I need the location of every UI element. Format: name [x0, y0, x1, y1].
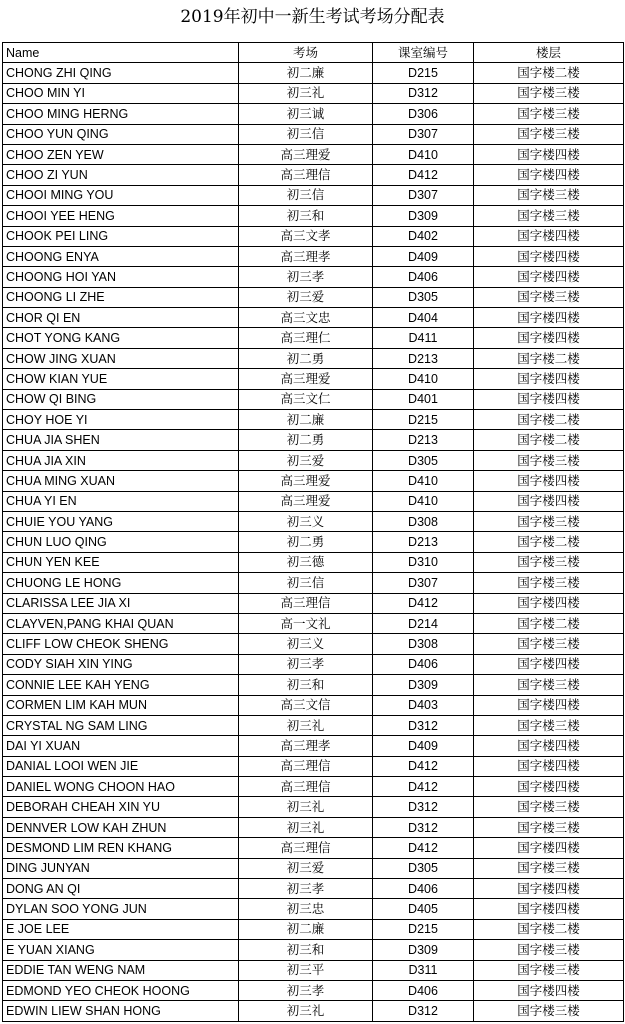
- table-row: [3, 410, 624, 430]
- table-row: [3, 960, 624, 980]
- student-name-cell: CHOONG LI ZHE: [3, 287, 239, 307]
- table-row: [3, 736, 624, 756]
- exam-hall-cell: 初二勇: [239, 430, 373, 450]
- exam-hall-cell: 高三理孝: [239, 736, 373, 756]
- student-name-cell: CHOR QI EN: [3, 308, 239, 328]
- floor-cell: 国字楼四楼: [474, 695, 624, 715]
- table-row: [3, 797, 624, 817]
- floor-cell: 国字楼三楼: [474, 206, 624, 226]
- table-row: [3, 817, 624, 837]
- exam-hall-cell: 初三和: [239, 206, 373, 226]
- exam-hall-cell: 初三忠: [239, 899, 373, 919]
- room-number-cell: D402: [373, 226, 474, 246]
- floor-cell: 国字楼四楼: [474, 165, 624, 185]
- exam-hall-cell: 初三爱: [239, 450, 373, 470]
- floor-cell: 国字楼三楼: [474, 83, 624, 103]
- floor-cell: 国字楼四楼: [474, 899, 624, 919]
- exam-hall-cell: 初三孝: [239, 980, 373, 1000]
- table-row: [3, 695, 624, 715]
- exam-hall-cell: 初三礼: [239, 817, 373, 837]
- exam-hall-cell: 初三礼: [239, 715, 373, 735]
- exam-hall-cell: 高三理信: [239, 165, 373, 185]
- room-number-cell: D410: [373, 471, 474, 491]
- floor-cell: 国字楼四楼: [474, 838, 624, 858]
- room-number-cell: D307: [373, 185, 474, 205]
- student-name-cell: CHOT YONG KANG: [3, 328, 239, 348]
- exam-hall-cell: 高一文礼: [239, 613, 373, 633]
- student-name-cell: E JOE LEE: [3, 919, 239, 939]
- floor-cell: 国字楼四楼: [474, 736, 624, 756]
- table-row: [3, 1001, 624, 1021]
- exam-hall-cell: 高三理爱: [239, 491, 373, 511]
- table-row: [3, 899, 624, 919]
- table-row: [3, 369, 624, 389]
- room-number-cell: D412: [373, 777, 474, 797]
- floor-cell: 国字楼二楼: [474, 532, 624, 552]
- room-number-cell: D309: [373, 940, 474, 960]
- room-number-cell: D305: [373, 287, 474, 307]
- exam-hall-cell: 初三孝: [239, 879, 373, 899]
- table-row: [3, 165, 624, 185]
- student-name-cell: EDMOND YEO CHEOK HOONG: [3, 980, 239, 1000]
- room-number-cell: D307: [373, 573, 474, 593]
- floor-cell: 国字楼三楼: [474, 104, 624, 124]
- table-row: [3, 471, 624, 491]
- student-name-cell: CHOO ZI YUN: [3, 165, 239, 185]
- table-row: [3, 940, 624, 960]
- room-number-cell: D311: [373, 960, 474, 980]
- student-name-cell: DING JUNYAN: [3, 858, 239, 878]
- room-number-cell: D213: [373, 430, 474, 450]
- room-number-cell: D213: [373, 348, 474, 368]
- table-body: [3, 63, 624, 1021]
- floor-cell: 国字楼四楼: [474, 328, 624, 348]
- student-name-cell: CHOOI YEE HENG: [3, 206, 239, 226]
- table-row: [3, 144, 624, 164]
- table-row: [3, 63, 624, 83]
- table-row: [3, 634, 624, 654]
- floor-cell: 国字楼三楼: [474, 287, 624, 307]
- table-row: [3, 226, 624, 246]
- table-row: [3, 675, 624, 695]
- room-number-cell: D312: [373, 1001, 474, 1021]
- room-number-cell: D213: [373, 532, 474, 552]
- student-name-cell: CHOW JING XUAN: [3, 348, 239, 368]
- table-row: [3, 308, 624, 328]
- table-row: [3, 389, 624, 409]
- student-name-cell: CHUA MING XUAN: [3, 471, 239, 491]
- exam-hall-cell: 初三礼: [239, 83, 373, 103]
- exam-hall-cell: 初三诚: [239, 104, 373, 124]
- room-number-cell: D309: [373, 206, 474, 226]
- student-name-cell: CHUIE YOU YANG: [3, 511, 239, 531]
- student-name-cell: EDDIE TAN WENG NAM: [3, 960, 239, 980]
- floor-cell: 国字楼三楼: [474, 124, 624, 144]
- exam-hall-cell: 高三文忠: [239, 308, 373, 328]
- table-row: [3, 104, 624, 124]
- floor-cell: 国字楼四楼: [474, 246, 624, 266]
- room-number-cell: D215: [373, 63, 474, 83]
- exam-hall-cell: 初三爱: [239, 287, 373, 307]
- floor-cell: 国字楼二楼: [474, 410, 624, 430]
- exam-hall-cell: 初三孝: [239, 267, 373, 287]
- table-row: [3, 715, 624, 735]
- room-number-cell: D215: [373, 410, 474, 430]
- floor-cell: 国字楼四楼: [474, 593, 624, 613]
- floor-cell: 国字楼二楼: [474, 613, 624, 633]
- page-title: 2019年初中一新生考试考场分配表: [180, 7, 445, 27]
- floor-cell: 国字楼四楼: [474, 144, 624, 164]
- table-row: [3, 552, 624, 572]
- room-number-cell: D410: [373, 491, 474, 511]
- floor-cell: 国字楼四楼: [474, 980, 624, 1000]
- table-header-row: [3, 43, 624, 63]
- exam-hall-cell: 初三信: [239, 573, 373, 593]
- floor-cell: 国字楼三楼: [474, 511, 624, 531]
- floor-cell: 国字楼二楼: [474, 63, 624, 83]
- table-row: [3, 613, 624, 633]
- table-row: [3, 838, 624, 858]
- room-number-cell: D412: [373, 756, 474, 776]
- exam-hall-cell: 高三理信: [239, 777, 373, 797]
- floor-cell: 国字楼四楼: [474, 471, 624, 491]
- floor-cell: 国字楼四楼: [474, 226, 624, 246]
- student-name-cell: DAI YI XUAN: [3, 736, 239, 756]
- exam-hall-cell: 初三信: [239, 185, 373, 205]
- student-name-cell: DENNVER LOW KAH ZHUN: [3, 817, 239, 837]
- student-name-cell: DESMOND LIM REN KHANG: [3, 838, 239, 858]
- table-row: [3, 573, 624, 593]
- room-number-cell: D412: [373, 593, 474, 613]
- exam-hall-cell: 初三孝: [239, 654, 373, 674]
- floor-cell: 国字楼三楼: [474, 960, 624, 980]
- exam-hall-cell: 初三平: [239, 960, 373, 980]
- table-row: [3, 287, 624, 307]
- table-row: [3, 246, 624, 266]
- table-row: [3, 206, 624, 226]
- exam-allocation-table: [2, 42, 624, 1022]
- room-number-cell: D406: [373, 879, 474, 899]
- table-row: [3, 450, 624, 470]
- room-number-cell: D406: [373, 980, 474, 1000]
- room-number-cell: D409: [373, 246, 474, 266]
- exam-hall-cell: 高三理爱: [239, 144, 373, 164]
- student-name-cell: CORMEN LIM KAH MUN: [3, 695, 239, 715]
- exam-hall-cell: 初三礼: [239, 797, 373, 817]
- floor-cell: 国字楼三楼: [474, 675, 624, 695]
- student-name-cell: CHUA YI EN: [3, 491, 239, 511]
- exam-hall-cell: 初二廉: [239, 410, 373, 430]
- header-exam-hall: 考场: [239, 43, 373, 63]
- student-name-cell: DONG AN QI: [3, 879, 239, 899]
- room-number-cell: D312: [373, 83, 474, 103]
- room-number-cell: D306: [373, 104, 474, 124]
- exam-hall-cell: 初三和: [239, 675, 373, 695]
- floor-cell: 国字楼三楼: [474, 552, 624, 572]
- floor-cell: 国字楼四楼: [474, 491, 624, 511]
- table-row: [3, 654, 624, 674]
- student-name-cell: DYLAN SOO YONG JUN: [3, 899, 239, 919]
- table-row: [3, 124, 624, 144]
- floor-cell: 国字楼三楼: [474, 940, 624, 960]
- table-row: [3, 267, 624, 287]
- exam-hall-cell: 初三德: [239, 552, 373, 572]
- floor-cell: 国字楼四楼: [474, 389, 624, 409]
- floor-cell: 国字楼三楼: [474, 1001, 624, 1021]
- student-name-cell: E YUAN XIANG: [3, 940, 239, 960]
- student-name-cell: CHOW KIAN YUE: [3, 369, 239, 389]
- exam-hall-cell: 高三理信: [239, 838, 373, 858]
- floor-cell: 国字楼三楼: [474, 715, 624, 735]
- exam-hall-cell: 初三信: [239, 124, 373, 144]
- header-floor: 楼层: [474, 43, 624, 63]
- exam-hall-cell: 初三义: [239, 511, 373, 531]
- student-name-cell: CODY SIAH XIN YING: [3, 654, 239, 674]
- room-number-cell: D214: [373, 613, 474, 633]
- room-number-cell: D308: [373, 511, 474, 531]
- floor-cell: 国字楼二楼: [474, 348, 624, 368]
- room-number-cell: D310: [373, 552, 474, 572]
- student-name-cell: CHOO MING HERNG: [3, 104, 239, 124]
- room-number-cell: D305: [373, 858, 474, 878]
- exam-hall-cell: 高三文信: [239, 695, 373, 715]
- student-name-cell: CHUA JIA SHEN: [3, 430, 239, 450]
- room-number-cell: D312: [373, 715, 474, 735]
- table-row: [3, 980, 624, 1000]
- exam-hall-cell: 高三文仁: [239, 389, 373, 409]
- exam-hall-cell: 高三理信: [239, 756, 373, 776]
- room-number-cell: D309: [373, 675, 474, 695]
- room-number-cell: D215: [373, 919, 474, 939]
- exam-hall-cell: 高三理信: [239, 593, 373, 613]
- student-name-cell: DANIAL LOOI WEN JIE: [3, 756, 239, 776]
- exam-hall-cell: 初二勇: [239, 348, 373, 368]
- floor-cell: 国字楼三楼: [474, 858, 624, 878]
- student-name-cell: CHUN LUO QING: [3, 532, 239, 552]
- table-row: [3, 919, 624, 939]
- exam-hall-cell: 初二廉: [239, 63, 373, 83]
- table-row: [3, 858, 624, 878]
- room-number-cell: D403: [373, 695, 474, 715]
- room-number-cell: D308: [373, 634, 474, 654]
- floor-cell: 国字楼三楼: [474, 797, 624, 817]
- student-name-cell: CHUONG LE HONG: [3, 573, 239, 593]
- room-number-cell: D410: [373, 144, 474, 164]
- table-row: [3, 348, 624, 368]
- table-row: [3, 491, 624, 511]
- room-number-cell: D307: [373, 124, 474, 144]
- header-room-number: 课室编号: [373, 43, 474, 63]
- room-number-cell: D410: [373, 369, 474, 389]
- student-name-cell: CHUN YEN KEE: [3, 552, 239, 572]
- table-row: [3, 83, 624, 103]
- student-name-cell: CONNIE LEE KAH YENG: [3, 675, 239, 695]
- student-name-cell: CHOO MIN YI: [3, 83, 239, 103]
- student-name-cell: CHOY HOE YI: [3, 410, 239, 430]
- room-number-cell: D406: [373, 267, 474, 287]
- floor-cell: 国字楼四楼: [474, 777, 624, 797]
- student-name-cell: CHOOK PEI LING: [3, 226, 239, 246]
- floor-cell: 国字楼三楼: [474, 185, 624, 205]
- student-name-cell: CLIFF LOW CHEOK SHENG: [3, 634, 239, 654]
- exam-hall-cell: 初三和: [239, 940, 373, 960]
- student-name-cell: CLARISSA LEE JIA XI: [3, 593, 239, 613]
- exam-hall-cell: 高三理仁: [239, 328, 373, 348]
- student-name-cell: CHOW QI BING: [3, 389, 239, 409]
- room-number-cell: D405: [373, 899, 474, 919]
- student-name-cell: CHOONG ENYA: [3, 246, 239, 266]
- student-name-cell: CRYSTAL NG SAM LING: [3, 715, 239, 735]
- room-number-cell: D404: [373, 308, 474, 328]
- floor-cell: 国字楼三楼: [474, 573, 624, 593]
- table-row: [3, 756, 624, 776]
- room-number-cell: D305: [373, 450, 474, 470]
- table-row: [3, 328, 624, 348]
- floor-cell: 国字楼四楼: [474, 654, 624, 674]
- room-number-cell: D312: [373, 797, 474, 817]
- floor-cell: 国字楼二楼: [474, 430, 624, 450]
- student-name-cell: DEBORAH CHEAH XIN YU: [3, 797, 239, 817]
- table-row: [3, 777, 624, 797]
- student-name-cell: CHONG ZHI QING: [3, 63, 239, 83]
- room-number-cell: D409: [373, 736, 474, 756]
- floor-cell: 国字楼三楼: [474, 450, 624, 470]
- exam-hall-cell: 高三理孝: [239, 246, 373, 266]
- table-row: [3, 430, 624, 450]
- exam-hall-cell: 高三理爱: [239, 369, 373, 389]
- floor-cell: 国字楼四楼: [474, 308, 624, 328]
- student-name-cell: CHOOI MING YOU: [3, 185, 239, 205]
- student-name-cell: CHOO ZEN YEW: [3, 144, 239, 164]
- table-row: [3, 511, 624, 531]
- floor-cell: 国字楼四楼: [474, 879, 624, 899]
- floor-cell: 国字楼三楼: [474, 634, 624, 654]
- exam-hall-cell: 初三爱: [239, 858, 373, 878]
- table-row: [3, 593, 624, 613]
- student-name-cell: CLAYVEN,PANG KHAI QUAN: [3, 613, 239, 633]
- student-name-cell: DANIEL WONG CHOON HAO: [3, 777, 239, 797]
- floor-cell: 国字楼四楼: [474, 267, 624, 287]
- floor-cell: 国字楼三楼: [474, 817, 624, 837]
- floor-cell: 国字楼四楼: [474, 369, 624, 389]
- exam-hall-cell: 初二廉: [239, 919, 373, 939]
- student-name-cell: CHOO YUN QING: [3, 124, 239, 144]
- room-number-cell: D406: [373, 654, 474, 674]
- student-name-cell: EDWIN LIEW SHAN HONG: [3, 1001, 239, 1021]
- room-number-cell: D312: [373, 817, 474, 837]
- exam-hall-cell: 高三理爱: [239, 471, 373, 491]
- room-number-cell: D412: [373, 165, 474, 185]
- student-name-cell: CHUA JIA XIN: [3, 450, 239, 470]
- floor-cell: 国字楼四楼: [474, 756, 624, 776]
- room-number-cell: D411: [373, 328, 474, 348]
- table-row: [3, 879, 624, 899]
- exam-hall-cell: 初二勇: [239, 532, 373, 552]
- exam-hall-cell: 初三义: [239, 634, 373, 654]
- header-name: Name: [3, 43, 239, 63]
- table-row: [3, 185, 624, 205]
- floor-cell: 国字楼二楼: [474, 919, 624, 939]
- table-row: [3, 532, 624, 552]
- exam-hall-cell: 初三礼: [239, 1001, 373, 1021]
- exam-hall-cell: 高三文孝: [239, 226, 373, 246]
- room-number-cell: D401: [373, 389, 474, 409]
- room-number-cell: D412: [373, 838, 474, 858]
- student-name-cell: CHOONG HOI YAN: [3, 267, 239, 287]
